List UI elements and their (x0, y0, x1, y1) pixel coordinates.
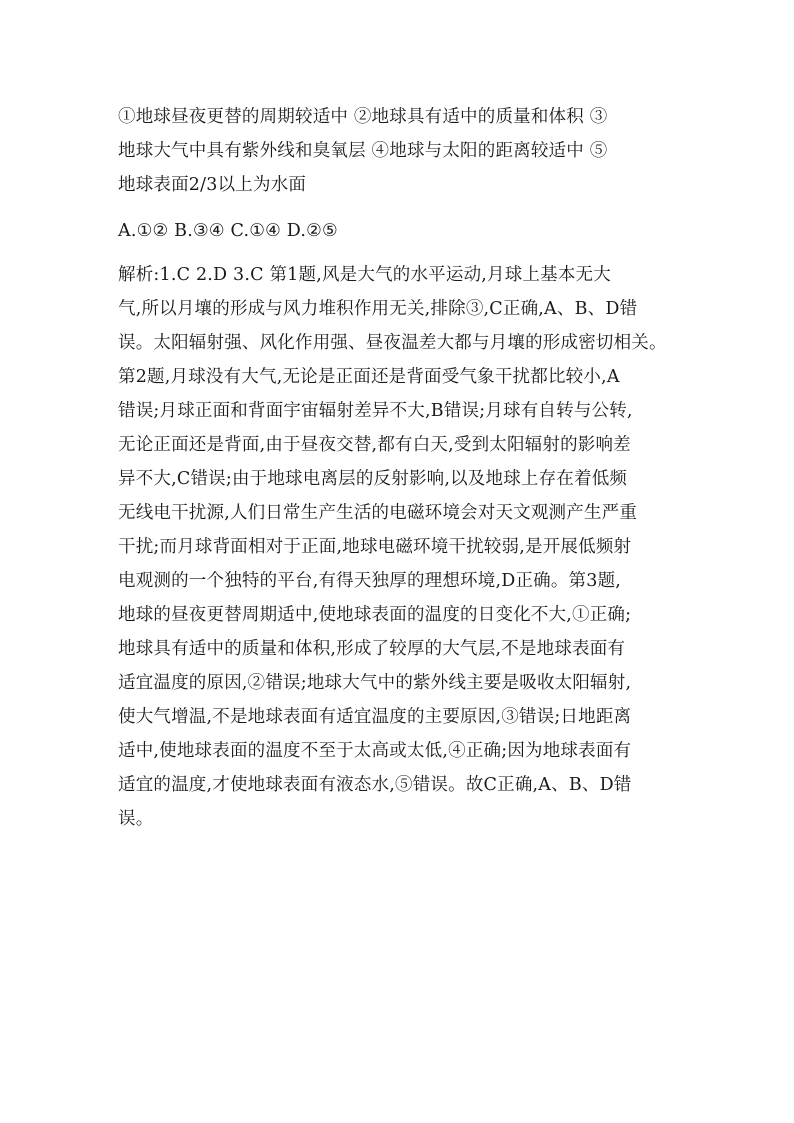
analysis-line-11: 地球的昼夜更替周期适中,使地球表面的温度的日变化不大,①正确; (118, 605, 632, 625)
document-page (118, 100, 684, 836)
analysis-line-13: 适宜温度的原因,②错误;地球大气中的紫外线主要是吸收太阳辐射, (118, 673, 632, 693)
analysis-line-2: 气,所以月壤的形成与风力堆积作用无关,排除③,C正确,A、B、D错 (118, 299, 638, 319)
analysis-line-3: 误。太阳辐射强、风化作用强、昼夜温差大都与月壤的形成密切相关。 (118, 333, 667, 353)
analysis-line-14: 使大气增温,不是地球表面有适宜温度的主要原因,③错误;日地距离 (118, 707, 632, 727)
analysis-line-5: 错误;月球正面和背面宇宙辐射差异不大,B错误;月球有自转与公转, (118, 401, 633, 421)
analysis-line-10: 电观测的一个独特的平台,有得天独厚的理想环境,D正确。第3题, (118, 571, 622, 591)
analysis-line-4: 第2题,月球没有大气,无论是正面还是背面受气象干扰都比较小,A (118, 367, 620, 387)
analysis-line-9: 干扰;而月球背面相对于正面,地球电磁环境干扰较弱,是开展低频射 (118, 537, 632, 557)
analysis-line-6: 无论正面还是背面,由于昼夜交替,都有白天,受到太阳辐射的影响差 (118, 435, 631, 455)
analysis-section (118, 258, 684, 836)
statement-line-2: 地球大气中具有紫外线和臭氧层 ④地球与太阳的距离较适中 ⑤ (118, 141, 608, 161)
analysis-line-1: 解析:1.C 2.D 3.C 第1题,风是大气的水平运动,月球上基本无大 (118, 265, 611, 285)
analysis-line-7: 异不大,C错误;由于地球电离层的反射影响,以及地球上存在着低频 (118, 469, 628, 489)
analysis-line-17: 误。 (118, 809, 154, 829)
analysis-line-12: 地球具有适中的质量和体积,形成了较厚的大气层,不是地球表面有 (118, 639, 626, 659)
statement-line-1: ①地球昼夜更替的周期较适中 ②地球具有适中的质量和体积 ③ (118, 107, 608, 127)
statement-line-3: 地球表面2/3以上为水面 (118, 175, 307, 195)
analysis-line-8: 无线电干扰源,人们日常生产生活的电磁环境会对天文观测产生严重 (118, 503, 638, 523)
analysis-line-15: 适中,使地球表面的温度不至于太高或太低,④正确;因为地球表面有 (118, 741, 632, 761)
question-statements (118, 100, 684, 202)
answer-options: A.①② B.③④ C.①④ D.②⑤ (118, 221, 338, 241)
analysis-line-16: 适宜的温度,才使地球表面有液态水,⑤错误。故C正确,A、B、D错 (118, 775, 632, 795)
